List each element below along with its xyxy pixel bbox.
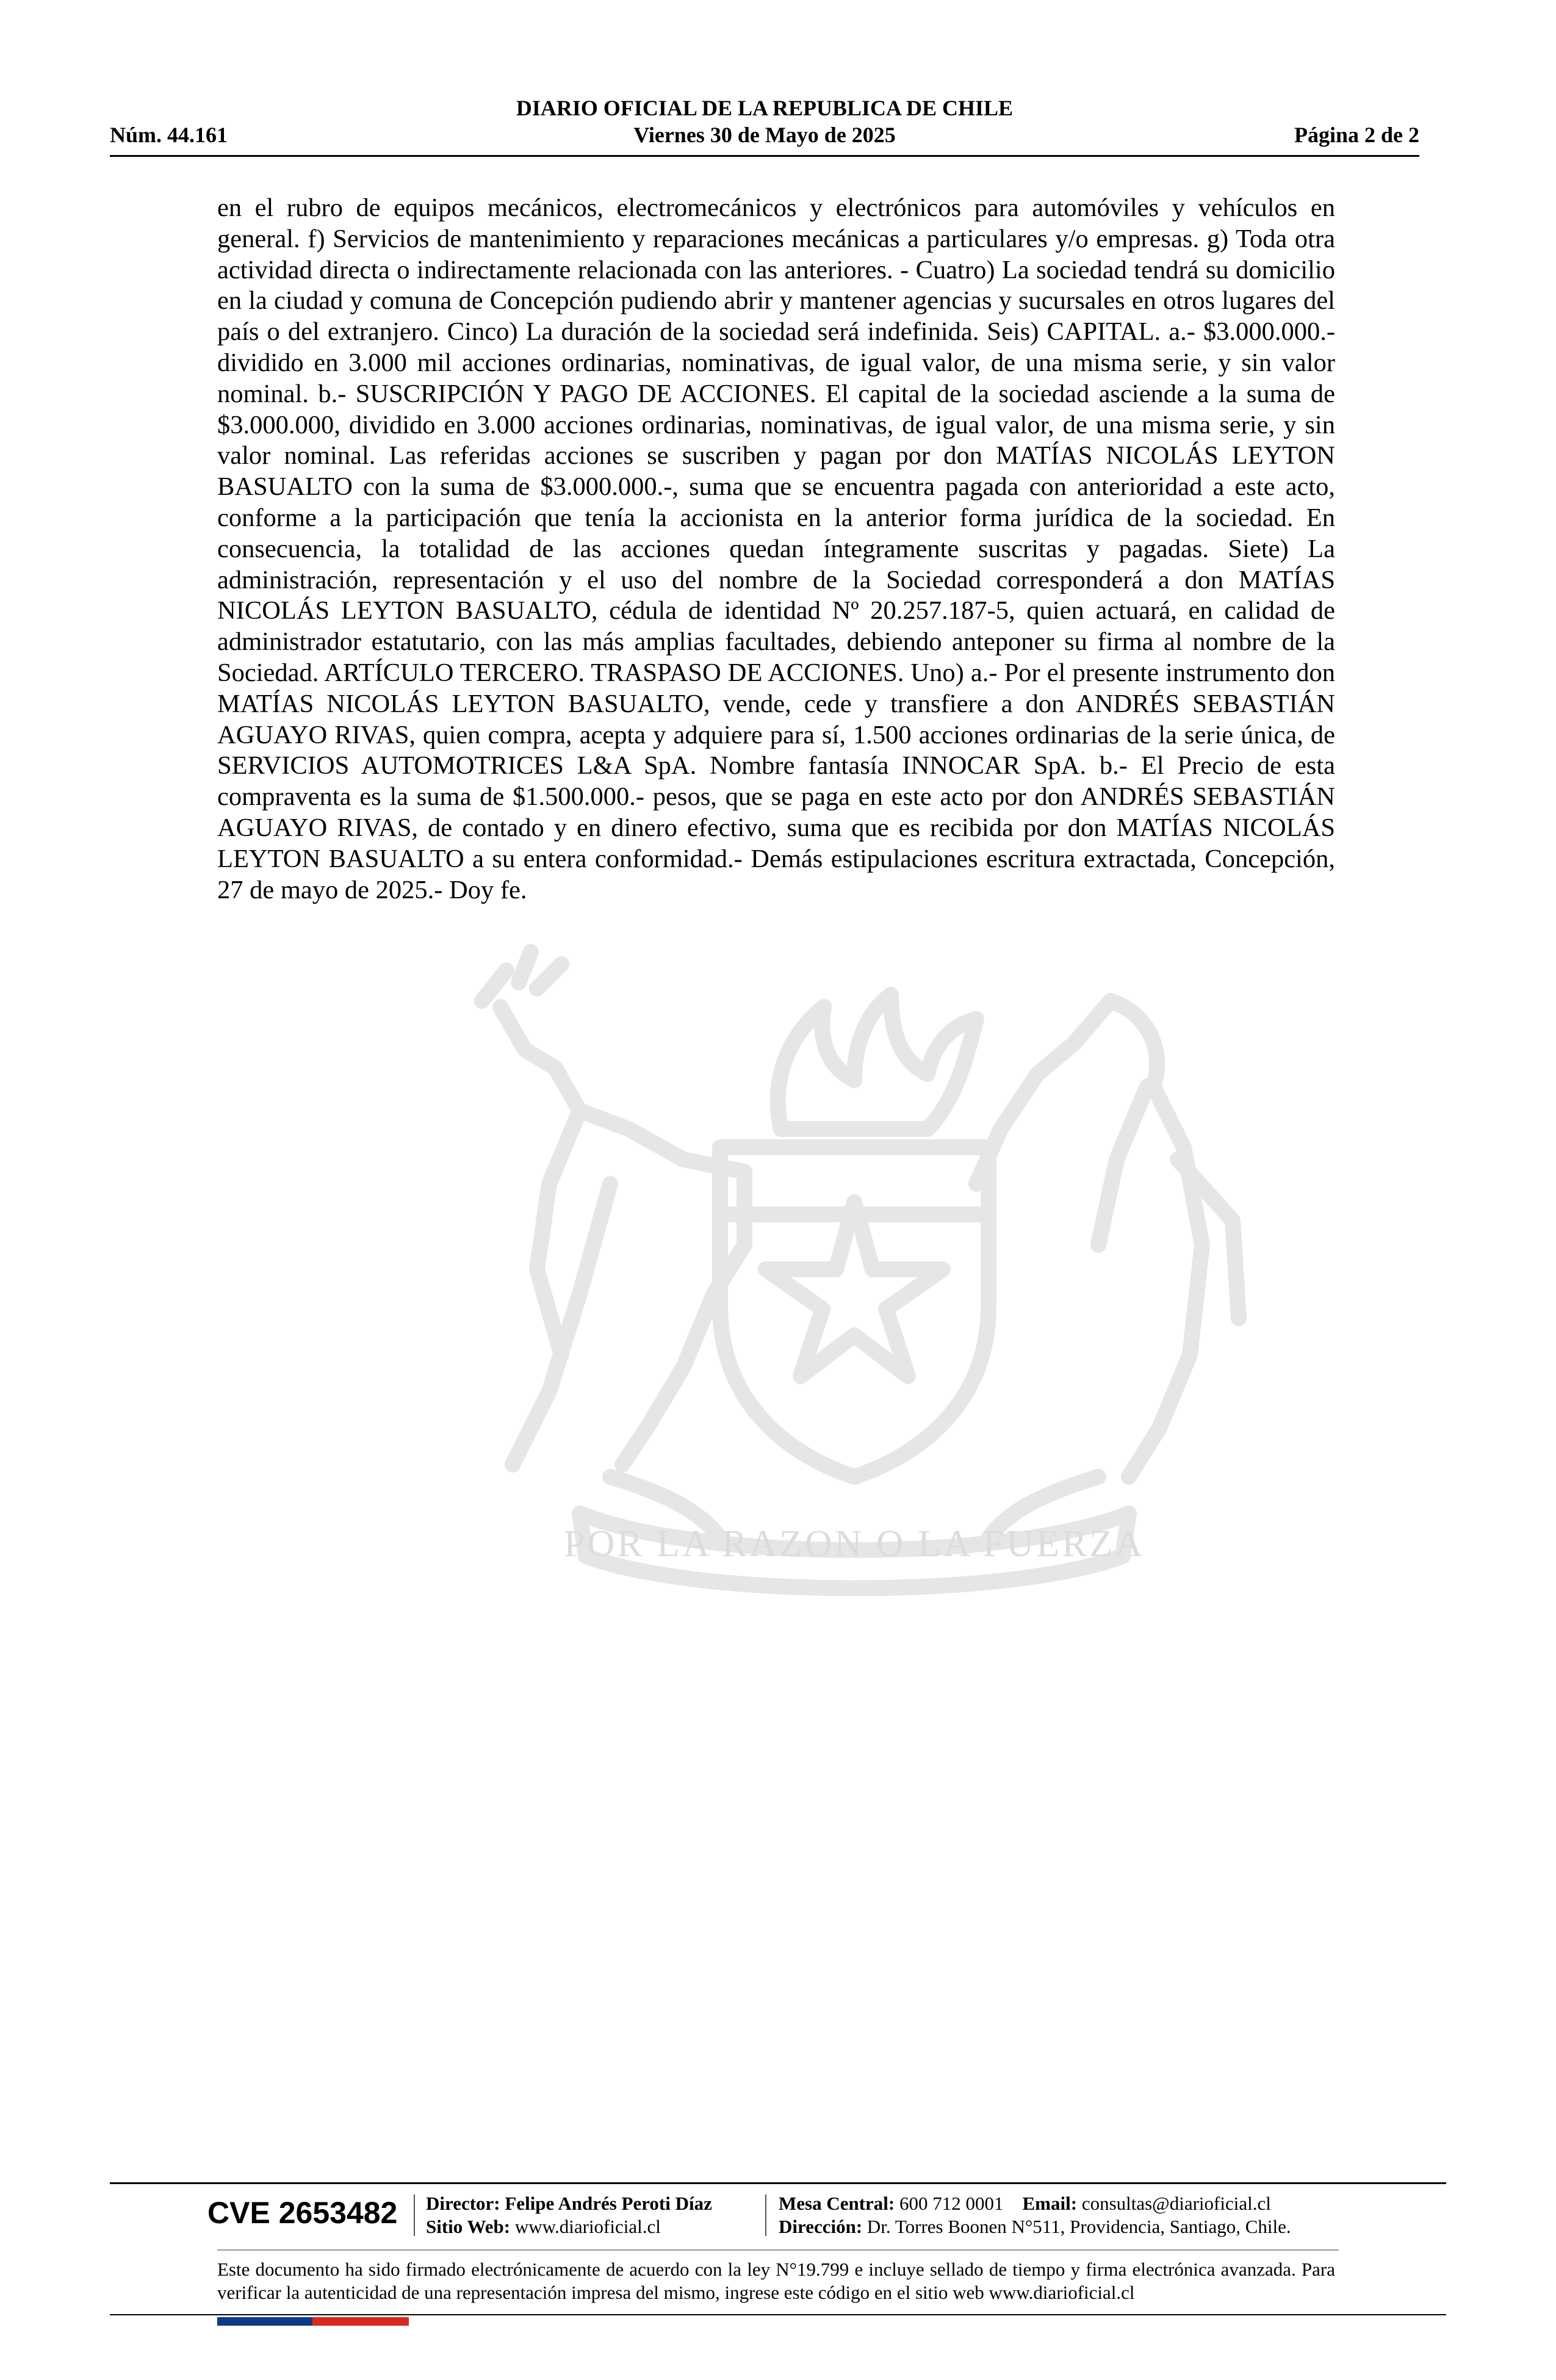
phone-label: Mesa Central: (779, 2193, 895, 2214)
header-divider (110, 155, 1419, 157)
document-body: en el rubro de equipos mecánicos, electromecánicos y electrónicos para automóviles y vehículos en general. f) Servicios de mantenimiento y reparaciones mecánicas a particulares y/o empresas. g) Toda otra actividad directa o indirectamente relacionada con las anteriores. - Cuatro) La sociedad tendrá su domicilio en la ciudad y comuna de Concepción pudiendo abrir y mantener agencias y sucursales en otros lugares del país o del extranjero. Cinco) La duración de la sociedad será indefinida. Seis) CAPITAL. a.- $3.000.000.- dividido en 3.000 mil acciones ordinarias, nominativas, de igual valor, de una misma serie, y sin valor nominal. b.- SUSCRIPCIÓN Y PAGO DE ACCIONES. El capital de la sociedad asciende a la suma de $3.000.000, dividido en 3.000 acciones ordinarias, nominativas, de igual valor, de una misma serie, y sin valor nominal. Las referidas acciones se suscriben y pagan por don MATÍAS NICOLÁS LEYTON BASUALTO con la suma de $3.000.000.-, suma que se encuentra pagada con anterioridad a este acto, conforme a la participación que tenía la accionista en la anterior forma jurídica de la sociedad. En consecuencia, la totalidad de las acciones quedan íntegramente suscritas y pagadas. Siete) La administración, representación y el uso del nombre de la Sociedad corresponderá a don MATÍAS NICOLÁS LEYTON BASUALTO, cédula de identidad Nº 20.257.187-5, quien actuará, en calidad de administrador estatutario, con las más amplias facultades, debiendo anteponer su firma al nombre de la Sociedad. ARTÍCULO TERCERO. TRASPASO DE ACCIONES. Uno) a.- Por el presente instrumento don MATÍAS NICOLÁS LEYTON BASUALTO, vende, cede y transfiere a don ANDRÉS SEBASTIÁN AGUAYO RIVAS, quien compra, acepta y adquiere para sí, 1.500 acciones ordinarias de la serie única, de SERVICIOS AUTOMOTRICES L&A SpA. Nombre fantasía INNOCAR SpA. b.- El Precio de esta compraventa es la suma de $1.500.000.- pesos, que se paga en este acto por don ANDRÉS SEBASTIÁN AGUAYO RIVAS, de contado y en dinero efectivo, suma que es recibida por don MATÍAS NICOLÁS LEYTON BASUALTO a su entera conformidad.- Demás estipulaciones escritura extractada, Concepción, 27 de mayo de 2025.- Doy fe. (217, 193, 1335, 904)
issue-date: Viernes 30 de Mayo de 2025 (633, 123, 896, 147)
footer-divider-bottom (110, 2314, 1446, 2315)
coat-of-arms-watermark (427, 928, 1281, 1660)
flag-color-bar (217, 2317, 409, 2326)
issue-number: Núm. 44.161 (110, 123, 228, 147)
condor-shape (976, 1001, 1239, 1477)
footer-director-block (426, 2192, 712, 2238)
electronic-signature-note: Este documento ha sido firmado electrónicamente de acuerdo con la ley N°19.799 e incluye sellado de tiempo y firma electrónica avanzada. Para verificar la autenticidad de una representación impresa del mismo, ingrese este código en el sitio web www.diarioficial.cl (217, 2259, 1335, 2303)
phone-value: 600 712 0001 (899, 2193, 1004, 2214)
footer-separator (765, 2194, 766, 2236)
plume-shape (778, 995, 976, 1129)
address-label: Dirección: (779, 2216, 863, 2237)
flag-red-segment (312, 2317, 409, 2326)
star-shape (766, 1202, 943, 1376)
address-value: Dr. Torres Boonen N°511, Providencia, Santiago, Chile. (866, 2216, 1291, 2237)
cve-code: CVE 2653482 (207, 2196, 398, 2230)
huemul-shape (500, 1007, 744, 1465)
website-label: Sitio Web: (426, 2216, 511, 2237)
footer-divider-mid (217, 2249, 1339, 2251)
footer-contact-block (779, 2192, 1291, 2238)
motto-text: POR LA RAZON O LA FUERZA (563, 1523, 1145, 1565)
page-header (110, 93, 1419, 154)
footer-divider-top (110, 2182, 1446, 2184)
footer-separator (414, 2194, 415, 2236)
director-label: Director: (426, 2193, 500, 2214)
email-link[interactable]: consultas@diarioficial.cl (1081, 2193, 1271, 2214)
email-label: Email: (1022, 2193, 1078, 2214)
flag-blue-segment (217, 2317, 312, 2326)
website-link[interactable]: www.diarioficial.cl (514, 2216, 661, 2237)
newspaper-title: DIARIO OFICIAL DE LA REPUBLICA DE CHILE (516, 96, 1014, 120)
director-name: Felipe Andrés Peroti Díaz (505, 2193, 712, 2214)
page-number: Página 2 de 2 (1294, 123, 1419, 147)
